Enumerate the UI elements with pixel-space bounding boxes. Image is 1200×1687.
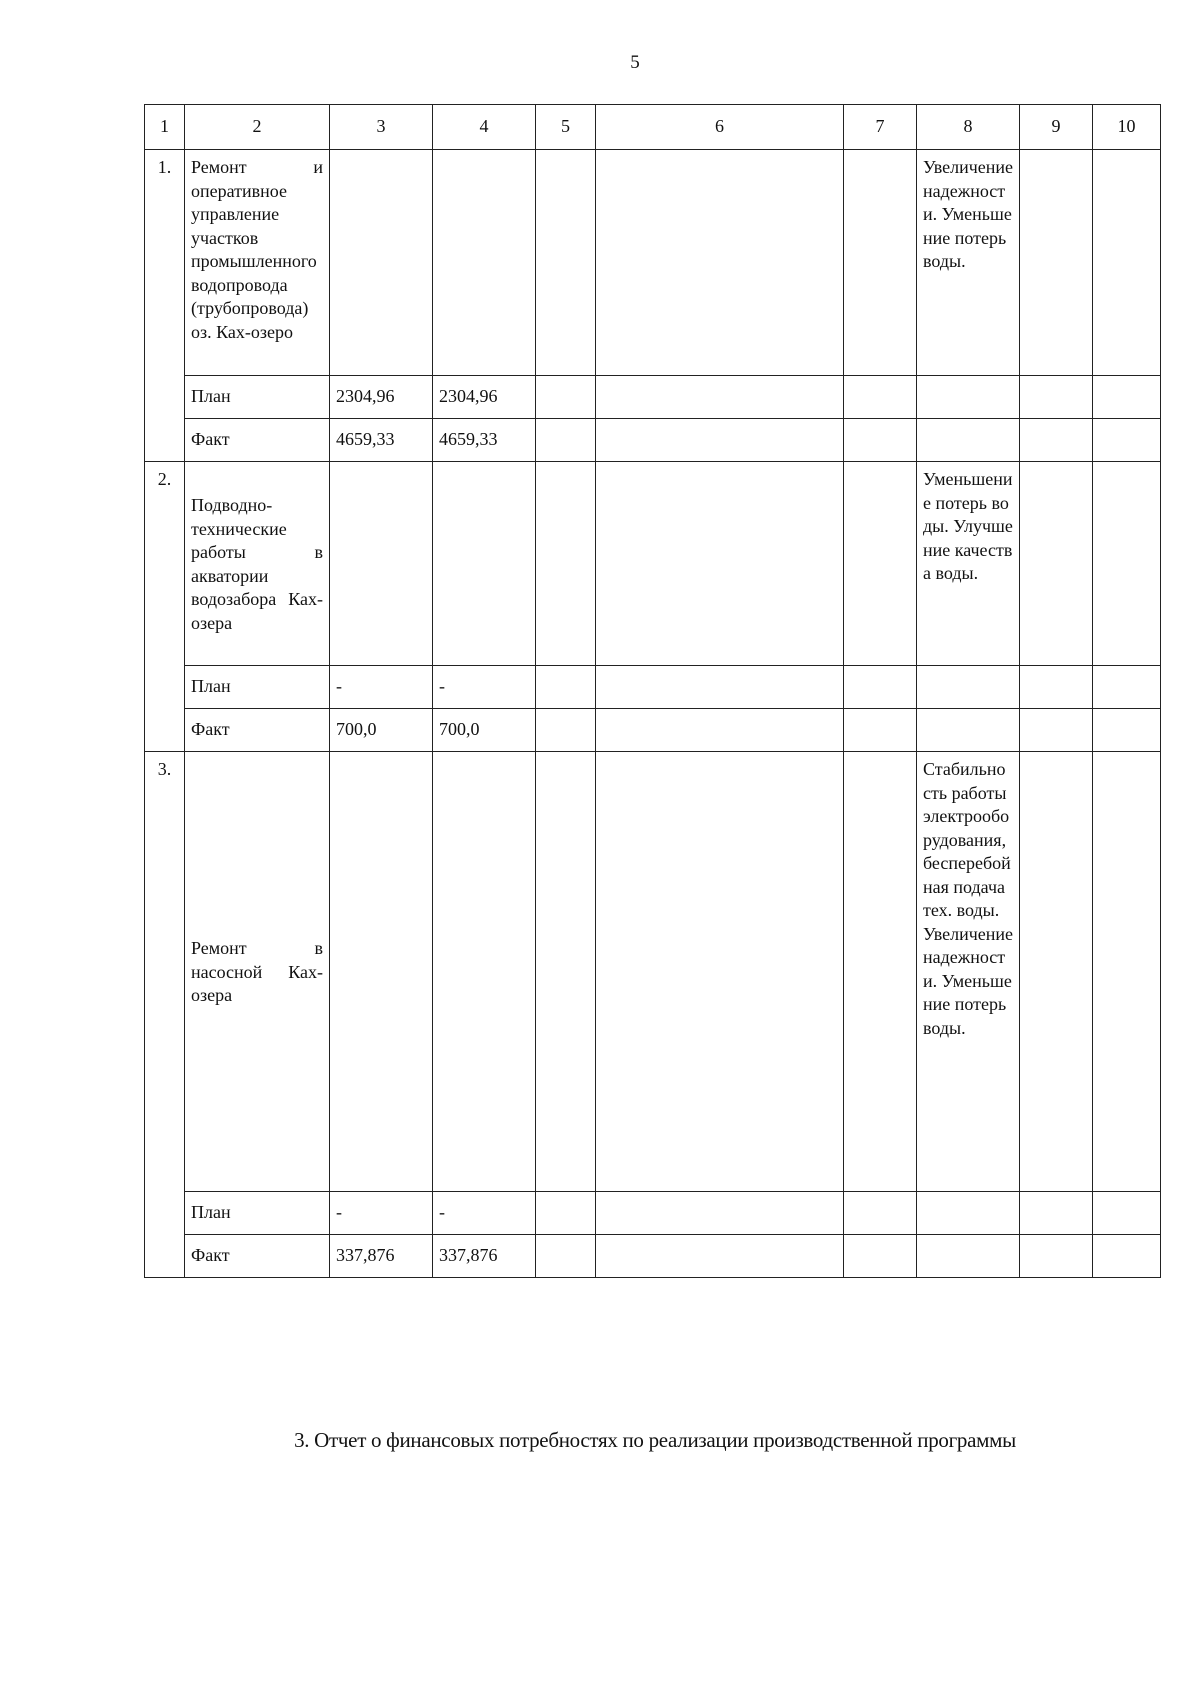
- table-cell: [917, 1235, 1020, 1278]
- table-cell: [433, 150, 536, 376]
- table-cell: [1020, 150, 1093, 376]
- table-cell: [596, 462, 844, 666]
- table-cell: [844, 1192, 917, 1235]
- column-header: 5: [536, 105, 596, 150]
- table-cell: [596, 709, 844, 752]
- plan-label: План: [185, 376, 330, 419]
- table-cell: [536, 150, 596, 376]
- fact-value: 337,876: [433, 1235, 536, 1278]
- item-number: 2.: [145, 462, 185, 752]
- plan-row: [145, 666, 1161, 709]
- program-report-table: [144, 104, 1161, 1278]
- column-header: 8: [917, 105, 1020, 150]
- table-cell: [917, 376, 1020, 419]
- item-name: Ремонт в насосной Ках-озера: [185, 752, 330, 1192]
- table-cell: [844, 462, 917, 666]
- table-cell: [1093, 376, 1161, 419]
- table-cell: [1093, 1192, 1161, 1235]
- fact-value: 700,0: [330, 709, 433, 752]
- column-header: 4: [433, 105, 536, 150]
- plan-value: -: [330, 666, 433, 709]
- fact-value: 700,0: [433, 709, 536, 752]
- table-cell: [844, 752, 917, 1192]
- page-number: 5: [630, 52, 640, 73]
- table-cell: [330, 150, 433, 376]
- table-cell: [1093, 666, 1161, 709]
- table-cell: [596, 1192, 844, 1235]
- table-cell: [844, 1235, 917, 1278]
- column-header: 6: [596, 105, 844, 150]
- table-cell: [1020, 462, 1093, 666]
- plan-value: -: [433, 1192, 536, 1235]
- plan-label: План: [185, 666, 330, 709]
- table-cell: [844, 376, 917, 419]
- column-header: 10: [1093, 105, 1161, 150]
- item-number: 3.: [145, 752, 185, 1278]
- table-cell: [433, 462, 536, 666]
- plan-value: 2304,96: [433, 376, 536, 419]
- fact-row: [145, 419, 1161, 462]
- table-cell: [917, 1192, 1020, 1235]
- column-header: 3: [330, 105, 433, 150]
- column-header: 2: [185, 105, 330, 150]
- column-header: 1: [145, 105, 185, 150]
- plan-label: План: [185, 1192, 330, 1235]
- plan-row: [145, 1192, 1161, 1235]
- table-cell: [536, 1192, 596, 1235]
- table-cell: [1020, 419, 1093, 462]
- plan-value: -: [433, 666, 536, 709]
- table-row: [145, 752, 1161, 1192]
- table-cell: [1093, 462, 1161, 666]
- table-cell: [536, 376, 596, 419]
- table-cell: [917, 666, 1020, 709]
- table-cell: [536, 462, 596, 666]
- table-cell: [596, 666, 844, 709]
- table-cell: [596, 150, 844, 376]
- table-cell: [596, 419, 844, 462]
- table-cell: [1093, 752, 1161, 1192]
- table-cell: [1020, 1235, 1093, 1278]
- table-row: [145, 462, 1161, 666]
- item-effect: Стабильность работы электрооборудования, бесперебойная подача тех. воды. Увеличение надежности. Уменьшение потерь воды.: [917, 752, 1020, 1192]
- table-cell: [536, 752, 596, 1192]
- item-effect: Увеличение надежности. Уменьшение потерь воды.: [917, 150, 1020, 376]
- fact-label: Факт: [185, 1235, 330, 1278]
- fact-value: 4659,33: [433, 419, 536, 462]
- table-cell: [596, 1235, 844, 1278]
- table-cell: [1093, 709, 1161, 752]
- item-effect: Уменьшение потерь воды. Улучшение качества воды.: [917, 462, 1020, 666]
- plan-value: 2304,96: [330, 376, 433, 419]
- table-cell: [596, 752, 844, 1192]
- table-cell: [536, 709, 596, 752]
- fact-value: 337,876: [330, 1235, 433, 1278]
- fact-label: Факт: [185, 709, 330, 752]
- table-cell: [1020, 376, 1093, 419]
- table-cell: [1093, 150, 1161, 376]
- fact-row: [145, 1235, 1161, 1278]
- table-header-row: [145, 105, 1161, 150]
- table-cell: [844, 666, 917, 709]
- fact-label: Факт: [185, 419, 330, 462]
- item-name: Подводно-технические работы в акватории водозабора Ках-озера: [185, 462, 330, 666]
- table-cell: [536, 1235, 596, 1278]
- table-cell: [844, 419, 917, 462]
- table-row: [145, 150, 1161, 376]
- table-cell: [596, 376, 844, 419]
- table-cell: [917, 709, 1020, 752]
- table-cell: [844, 709, 917, 752]
- table-cell: [1020, 752, 1093, 1192]
- item-number: 1.: [145, 150, 185, 462]
- table-cell: [1093, 1235, 1161, 1278]
- item-name: Ремонт и оперативное управление участков промышленного водопровода (трубопровода) оз. Ках-озеро: [185, 150, 330, 376]
- plan-value: -: [330, 1192, 433, 1235]
- table-cell: [1020, 709, 1093, 752]
- table-cell: [1093, 419, 1161, 462]
- column-header: 7: [844, 105, 917, 150]
- table-cell: [1020, 666, 1093, 709]
- column-header: 9: [1020, 105, 1093, 150]
- plan-row: [145, 376, 1161, 419]
- fact-value: 4659,33: [330, 419, 433, 462]
- table-cell: [536, 419, 596, 462]
- table-cell: [917, 419, 1020, 462]
- table-cell: [844, 150, 917, 376]
- fact-row: [145, 709, 1161, 752]
- section-heading: 3. Отчет о финансовых потребностях по реализации производственной программы: [294, 1428, 1016, 1452]
- table-cell: [433, 752, 536, 1192]
- table-cell: [330, 462, 433, 666]
- table-cell: [1020, 1192, 1093, 1235]
- table-cell: [536, 666, 596, 709]
- table-cell: [330, 752, 433, 1192]
